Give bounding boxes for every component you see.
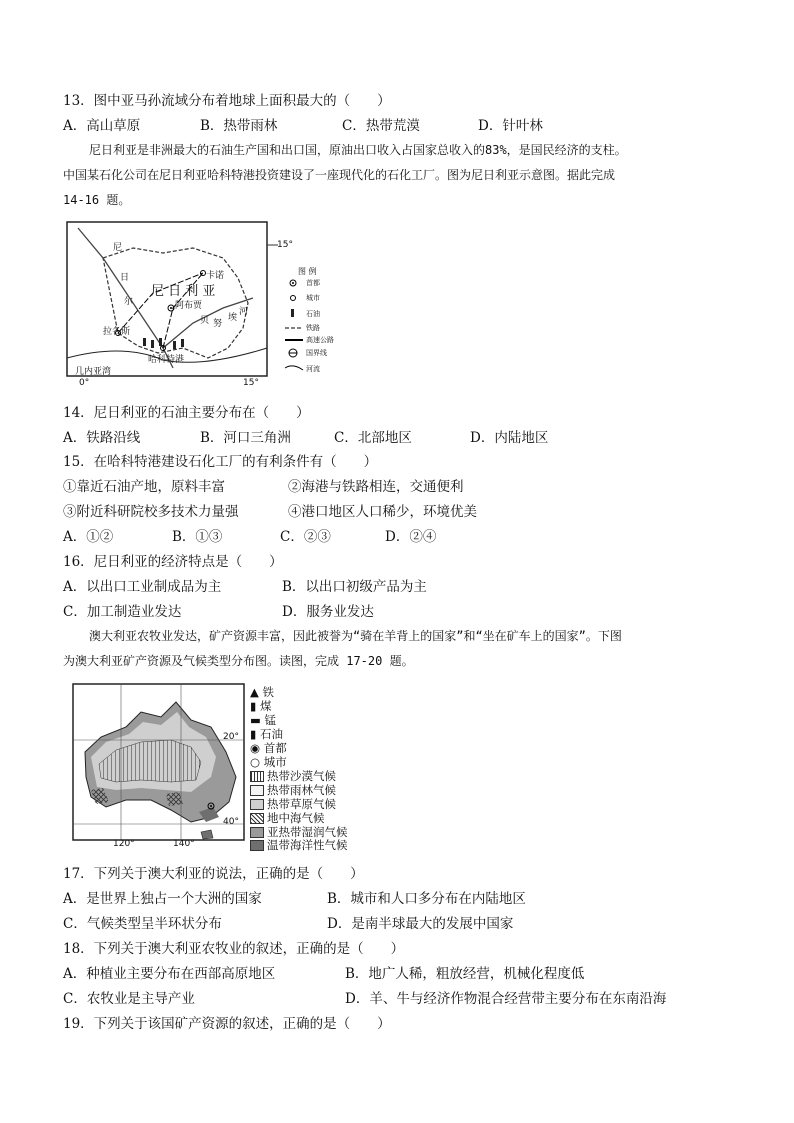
aus-legend-savanna — [250, 798, 336, 811]
nigeria-label-abuja: 阿布贾 — [175, 301, 203, 311]
nigeria-label-river4: 河 — [239, 307, 249, 317]
nigeria-label-kano: 卡诺 — [206, 271, 225, 281]
mediterranean-swatch — [250, 813, 264, 824]
q13-option-b: B．热带雨林 — [200, 118, 278, 134]
aus-label-lat20: 20° — [223, 732, 239, 742]
aus-legend-coal-label: 煤 — [259, 699, 272, 713]
aus-label-lon120: 120° — [113, 839, 135, 849]
q17-option-d: D．是南半球最大的发展中国家 — [327, 916, 514, 932]
nigeria-legend-rail: 铁路 — [306, 324, 320, 332]
nigeria-legend-river: 河流 — [306, 365, 320, 373]
q15-option-c: C．②③ — [280, 529, 331, 545]
q16-option-d: D．服务业发达 — [282, 604, 374, 620]
aus-legend-desert-label: 热带沙漠气候 — [267, 769, 336, 783]
aus-legend-manganese — [250, 714, 276, 727]
aus-legend-mediterranean — [250, 812, 325, 825]
nigeria-legend-highway: 高速公路 — [306, 336, 334, 344]
nigeria-legend-city: 城市 — [306, 294, 320, 302]
q16-stem: 16．尼日利亚的经济特点是（ ） — [63, 554, 283, 570]
savanna-swatch — [250, 799, 264, 810]
aus-legend-city — [250, 756, 287, 769]
q17-option-b: B．城市和人口多分布在内陆地区 — [327, 891, 526, 907]
q18-option-b: B．地广人稀，粗放经营，机械化程度低 — [345, 966, 585, 982]
aus-legend-savanna-label: 热带草原气候 — [267, 797, 336, 811]
nigeria-legend-border: 国界线 — [306, 349, 327, 357]
aus-intro-line1: 澳大利亚农牧业发达，矿产资源丰富，因此被誉为“骑在羊背上的国家”和“坐在矿车上的国家”。下图 — [89, 629, 622, 643]
nigeria-label-port-harcourt: 哈科特港 — [148, 355, 185, 365]
q15-cond-2: ②海港与铁路相连，交通便利 — [288, 479, 464, 495]
q16-option-c: C．加工制造业发达 — [63, 604, 182, 620]
nigeria-map-svg — [63, 218, 353, 388]
coal-icon: ▮ — [250, 699, 260, 713]
q15-cond-1: ①靠近石油产地，原料丰富 — [63, 479, 225, 495]
aus-legend-rainforest-label: 热带雨林气候 — [267, 783, 336, 797]
q18-option-a: A．种植业主要分布在西部高原地区 — [63, 966, 276, 982]
nigeria-label-niger-top: 尼 — [113, 243, 123, 253]
q15-option-d: D．②④ — [385, 529, 437, 545]
nigeria-label-niger-side2: 尔 — [124, 297, 134, 307]
aus-intro-2 — [63, 649, 727, 674]
q15-cond-4: ④港口地区人口稀少，环境优美 — [288, 504, 477, 520]
aus-legend-rainforest — [250, 784, 336, 797]
q18-option-c: C．农牧业是主导产业 — [63, 991, 195, 1007]
oil-icon: ▮ — [250, 727, 260, 741]
q15-option-b: B．①③ — [172, 529, 223, 545]
q15-stem: 15．在哈科特港建设石化工厂的有利条件有（ ） — [63, 454, 378, 470]
nigeria-legend-capital: 首都 — [306, 279, 320, 287]
rainforest-swatch — [250, 785, 264, 796]
aus-intro — [63, 624, 727, 649]
nigeria-legend-title: 图 例 — [298, 267, 317, 276]
nigeria-label-gulf: 几内亚湾 — [75, 367, 112, 377]
q17-option-a: A．是世界上独占一个大洲的国家 — [63, 891, 262, 907]
q13-option-a: A．高山草原 — [63, 118, 141, 134]
nigeria-map — [63, 218, 353, 388]
q14-option-a: A．铁路沿线 — [63, 430, 141, 446]
aus-intro-line2: 为澳大利亚矿产资源及气候类型分布图。读图，完成 17-20 题。 — [63, 654, 414, 668]
q14-option-c: C．北部地区 — [334, 430, 412, 446]
q19-stem: 19．下列关于该国矿产资源的叙述，正确的是（ ） — [63, 1016, 391, 1032]
q17-stem: 17．下列关于澳大利亚的说法，正确的是（ ） — [63, 866, 364, 882]
aus-legend-iron — [250, 686, 274, 699]
aus-legend-oceanic-label: 温带海洋性气候 — [267, 838, 348, 852]
q13-stem: 13．图中亚马孙流域分布着地球上面积最大的（ ） — [63, 93, 391, 109]
oceanic-swatch — [250, 840, 264, 851]
nigeria-intro-line1: 尼日利亚是非洲最大的石油生产国和出口国，原油出口收入占国家总收入的83%，是国民经济的支柱。 — [89, 143, 627, 157]
city-icon: ○ — [250, 755, 264, 769]
q14-stem: 14．尼日利亚的石油主要分布在（ ） — [63, 405, 310, 421]
subtropical-swatch — [250, 827, 264, 838]
aus-legend-capital — [250, 742, 287, 755]
aus-legend-desert — [250, 770, 336, 783]
nigeria-label-river3: 埃 — [228, 313, 238, 323]
q14-option-b: B．河口三角洲 — [200, 430, 291, 446]
aus-legend-oceanic — [250, 839, 348, 852]
nigeria-label-lon15: 15° — [243, 378, 259, 388]
q18-stem: 18．下列关于澳大利亚农牧业的叙述，正确的是（ ） — [63, 941, 405, 957]
triangle-icon: ▲ — [250, 685, 263, 699]
q16-option-a: A．以出口工业制成品为主 — [63, 579, 222, 595]
nigeria-intro-line3: 14-16 题。 — [63, 193, 131, 207]
manganese-icon: ▬ — [250, 713, 265, 727]
nigeria-label-river1: 贝 — [200, 316, 210, 326]
nigeria-label-lat15: 15° — [277, 240, 293, 250]
aus-label-lon140: 140° — [173, 839, 195, 849]
nigeria-label-niger-side1: 日 — [120, 273, 130, 283]
nigeria-label-river2: 努 — [213, 319, 223, 329]
q13-option-c: C．热带荒漠 — [342, 118, 420, 134]
aus-legend-coal — [250, 700, 271, 713]
q13-option-d: D．针叶林 — [478, 118, 543, 134]
australia-map-svg — [71, 682, 246, 850]
capital-icon: ◉ — [250, 741, 264, 755]
q18-option-d: D．羊、牛与经济作物混合经营带主要分布在东南沿海 — [345, 991, 667, 1007]
q15-option-a: A．①② — [63, 529, 114, 545]
aus-legend-capital-label: 首都 — [263, 741, 287, 755]
q17-option-c: C．气候类型呈半环状分布 — [63, 916, 222, 932]
nigeria-intro-line2: 中国某石化公司在尼日利亚哈科特港投资建设了一座现代化的石化工厂。图为尼日利亚示意图。据此完成 — [63, 168, 616, 182]
q15-cond-3: ③附近科研院校多技术力量强 — [63, 504, 239, 520]
nigeria-label-lon0: 0° — [79, 378, 90, 388]
aus-label-lat40: 40° — [223, 817, 239, 827]
aus-legend-manganese-label: 锰 — [264, 713, 277, 727]
nigeria-legend-oil: 石油 — [306, 310, 320, 318]
desert-swatch — [250, 771, 264, 782]
aus-legend-mediterranean-label: 地中海气候 — [267, 811, 325, 825]
nigeria-intro-2 — [63, 163, 727, 188]
aus-legend-city-label: 城市 — [263, 755, 287, 769]
nigeria-label-lagos: 拉各斯 — [103, 327, 131, 337]
q14-option-d: D．内陆地区 — [470, 430, 549, 446]
nigeria-intro-3 — [63, 188, 727, 213]
aus-legend-subtropical-label: 亚热带湿润气候 — [267, 825, 348, 839]
q16-option-b: B．以出口初级产品为主 — [282, 579, 427, 595]
australia-map — [71, 682, 371, 852]
nigeria-intro — [63, 138, 727, 163]
aus-legend-oil — [250, 728, 283, 741]
nigeria-label-country: 尼 日 利 亚 — [151, 284, 216, 299]
aus-legend-iron-label: 铁 — [262, 685, 274, 699]
aus-legend-oil-label: 石油 — [259, 727, 283, 741]
